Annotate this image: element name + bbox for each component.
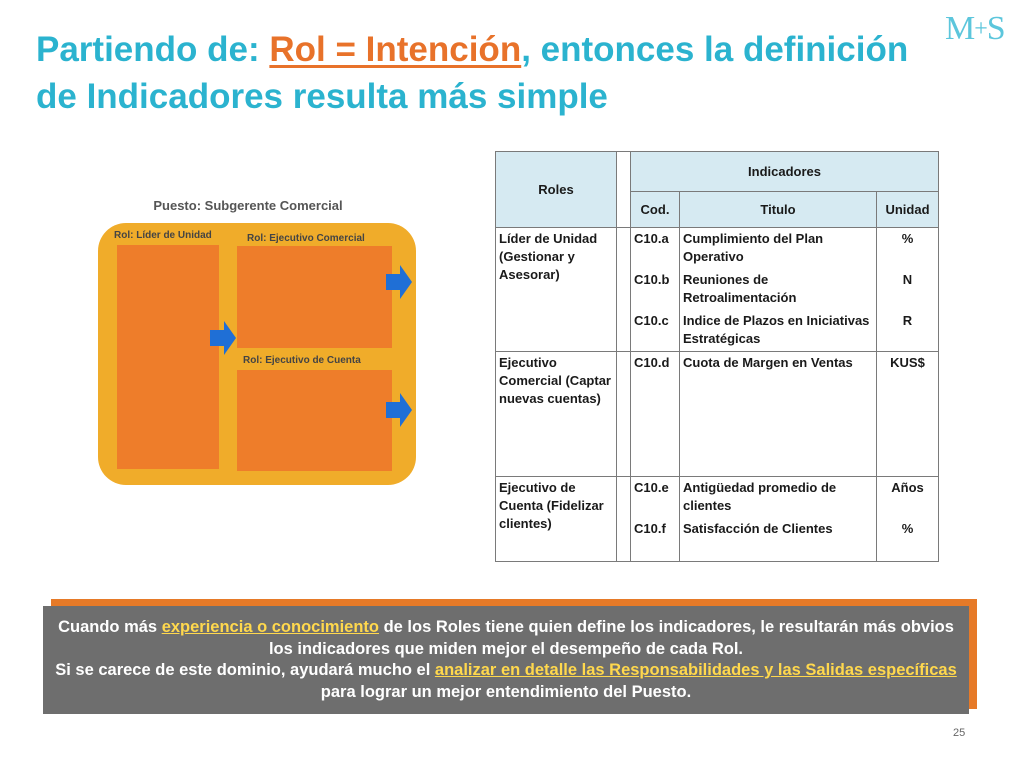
indicators-table xyxy=(495,151,939,562)
unidad-value: % xyxy=(901,231,914,246)
info-box xyxy=(43,606,969,714)
table-row xyxy=(496,352,939,477)
titulo-value: Antigüedad promedio de clientes xyxy=(683,480,837,513)
cod-value: C10.c xyxy=(634,313,669,328)
puesto-label: Puesto: Subgerente Comercial xyxy=(153,198,343,213)
info-highlight: experiencia o conocimiento xyxy=(161,618,379,636)
titulo-cell xyxy=(680,228,877,352)
header-unidad: Unidad xyxy=(877,192,939,228)
puesto-diagram xyxy=(98,223,416,485)
cod-value: C10.a xyxy=(634,231,669,246)
unidad-value: R xyxy=(902,313,913,328)
rol-lider-label: Rol: Líder de Unidad xyxy=(114,230,212,241)
unidad-value: Años xyxy=(891,480,924,495)
role-cell: Ejecutivo Comercial (Captar nuevas cuentas) xyxy=(496,352,617,477)
rol-ejecutivo-cuenta-label: Rol: Ejecutivo de Cuenta xyxy=(243,355,361,366)
role-cell: Líder de Unidad (Gestionar y Asesorar) xyxy=(496,228,617,352)
header-indicadores: Indicadores xyxy=(631,152,939,192)
title-highlight: Rol = Intención xyxy=(269,30,522,69)
table-gap xyxy=(617,477,631,562)
logo-s: S xyxy=(986,10,1004,47)
titulo-value: Cumplimiento del Plan Operativo xyxy=(683,231,824,264)
titulo-cell xyxy=(680,477,877,562)
title-prefix: Partiendo de: xyxy=(36,30,270,69)
role-cell: Ejecutivo de Cuenta (Fidelizar clientes) xyxy=(496,477,617,562)
header-titulo: Titulo xyxy=(680,192,877,228)
table-gap xyxy=(617,152,631,228)
table-row xyxy=(496,477,939,562)
title-suffix: , entonces la definición de Indicadores resulta más simple xyxy=(36,30,909,116)
cod-value: C10.e xyxy=(634,480,669,495)
unidad-cell xyxy=(877,477,939,562)
unidad-cell xyxy=(877,228,939,352)
table-gap xyxy=(617,228,631,352)
header-roles: Roles xyxy=(496,152,617,228)
header-cod: Cod. xyxy=(631,192,680,228)
page-number: 25 xyxy=(953,727,966,739)
cod-cell xyxy=(631,477,680,562)
arrow-right-icon xyxy=(386,265,412,299)
info-text: para lograr un mejor entendimiento del Puesto. xyxy=(320,682,692,701)
cod-cell: C10.d xyxy=(631,352,680,477)
unidad-value: N xyxy=(902,272,913,287)
titulo-value: Satisfacción de Clientes xyxy=(683,521,833,536)
titulo-cell: Cuota de Margen en Ventas xyxy=(680,352,877,477)
info-text: Cuando más xyxy=(58,618,162,636)
slide-title xyxy=(36,26,936,120)
info-text: Si se carece de este dominio, ayudará mucho el xyxy=(55,661,435,679)
arrow-right-icon xyxy=(386,393,412,427)
rol-ejecutivo-comercial-label: Rol: Ejecutivo Comercial xyxy=(247,233,365,244)
rol-ejecutivo-cuenta-box xyxy=(237,370,392,471)
rol-ejecutivo-comercial-box xyxy=(237,246,392,348)
rol-lider-box xyxy=(117,245,219,469)
cod-cell xyxy=(631,228,680,352)
logo-m: M xyxy=(945,10,974,47)
titulo-value: Indice de Plazos en Iniciativas Estratégicas xyxy=(683,313,870,346)
info-highlight: analizar en detalle las Responsabilidades y las Salidas específicas xyxy=(434,661,957,679)
table-row xyxy=(496,228,939,352)
info-text: de los Roles tiene quien define los indicadores, le resultarán más obvios los indicadores que miden mejor el desempeño de cada Rol. xyxy=(268,618,954,658)
cod-value: C10.f xyxy=(634,521,666,536)
mhs-logo xyxy=(945,10,1004,48)
logo-plus: + xyxy=(974,16,986,42)
titulo-value: Reuniones de Retroalimentación xyxy=(683,272,797,305)
cod-value: C10.b xyxy=(634,272,670,287)
unidad-value: % xyxy=(901,521,914,536)
table-gap xyxy=(617,352,631,477)
arrow-right-icon xyxy=(210,321,236,355)
unidad-cell: KUS$ xyxy=(877,352,939,477)
